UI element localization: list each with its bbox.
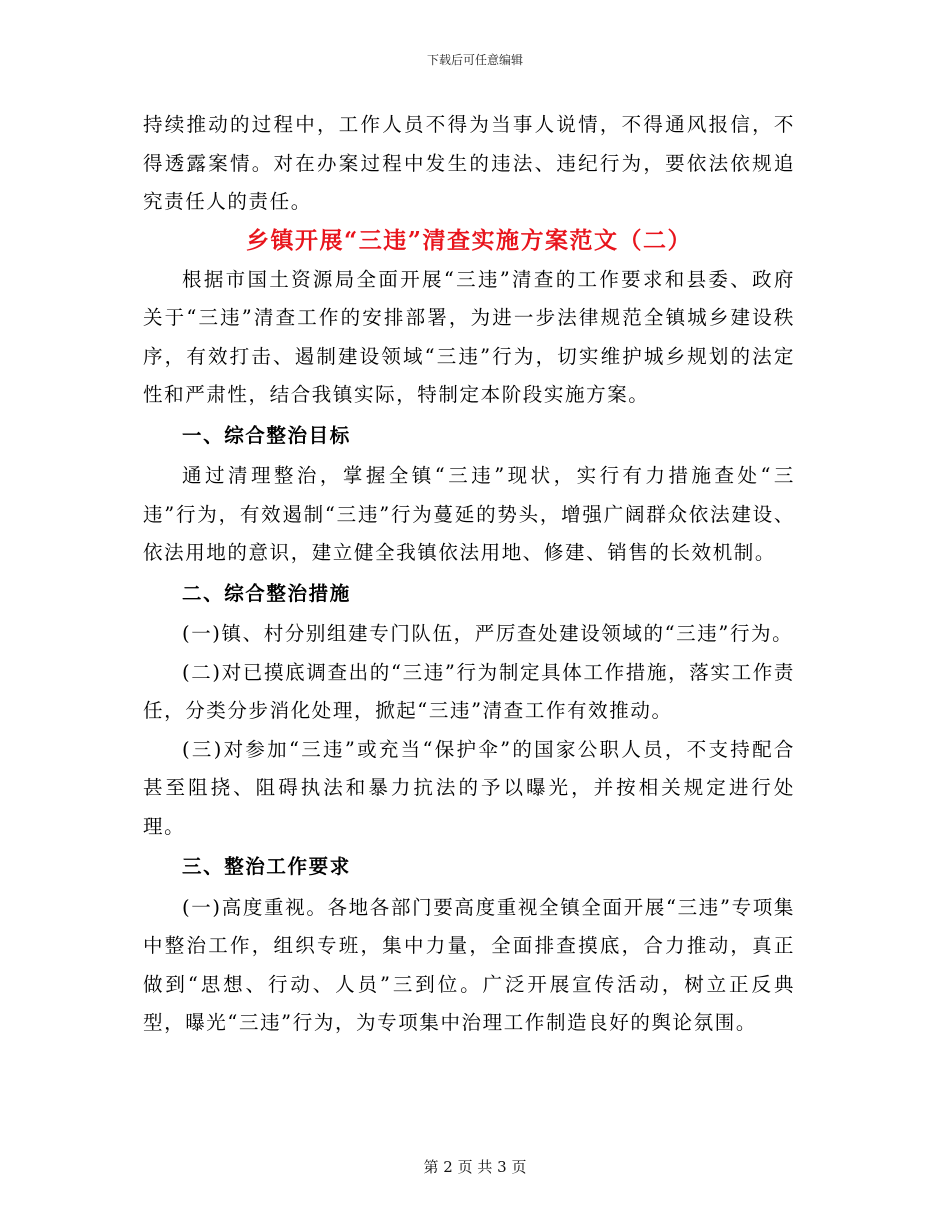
document-title: 乡镇开展“三违”清查实施方案范文（二） [246, 226, 692, 254]
measures-item-1: (一)镇、村分别组建专门队伍，严厉查处建设领域的“三违”行为。 [182, 622, 794, 645]
opening-paragraph: 根据市国土资源局全面开展“三违”清查的工作要求和县委、政府关于“三违”清查工作的安排部署，为进一步法律规范全镇城乡建设秩序，有效打击、遏制建设领域“三违”行为，切实维护城乡规划的法定性和严肃性，结合我镇实际，特制定本阶段实施方案。 [143, 267, 795, 406]
document-body [143, 106, 795, 1043]
requirements-item-1: (一)高度重视。各地各部门要高度重视全镇全面开展“三违”专项集中整治工作，组织专班，集中力量，全面排查摸底，合力推动，真正做到“思想、行动、人员”三到位。广泛开展宣传活动，树立正反典型，曝光“三违”行为，为专项集中治理工作制造良好的舆论氛围。 [143, 895, 795, 1034]
section-heading-measures: 二、综合整治措施 [182, 581, 351, 605]
intro-paragraph: 持续推动的过程中，工作人员不得为当事人说情，不得通风报信，不得透露案情。对在办案过程中发生的违法、违纪行为，要依法依规追究责任人的责任。 [143, 113, 795, 213]
section-heading-goals: 一、综合整治目标 [182, 423, 351, 447]
measures-item-2: (二)对已摸底调查出的“三违”行为制定具体工作措施，落实工作责任，分类分步消化处理，掀起“三违”清查工作有效推动。 [143, 660, 795, 722]
page-number-footer: 第 2 页 共 3 页 [423, 1158, 527, 1176]
section-heading-requirements: 三、整治工作要求 [182, 855, 351, 878]
measures-item-3: (三)对参加“三违”或充当“保护伞”的国家公职人员，不支持配合甚至阻挠、阻碍执法和暴力抗法的予以曝光，并按相关规定进行处理。 [143, 737, 795, 838]
page-header-note: 下载后可任意编辑 [426, 53, 523, 67]
goals-paragraph: 通过清理整治，掌握全镇“三违”现状，实行有力措施查处“三违”行为，有效遏制“三违”行为蔓延的势头，增强广阔群众依法建设、依法用地的意识，建立健全我镇依法用地、修建、销售的长效机制。 [143, 464, 795, 564]
